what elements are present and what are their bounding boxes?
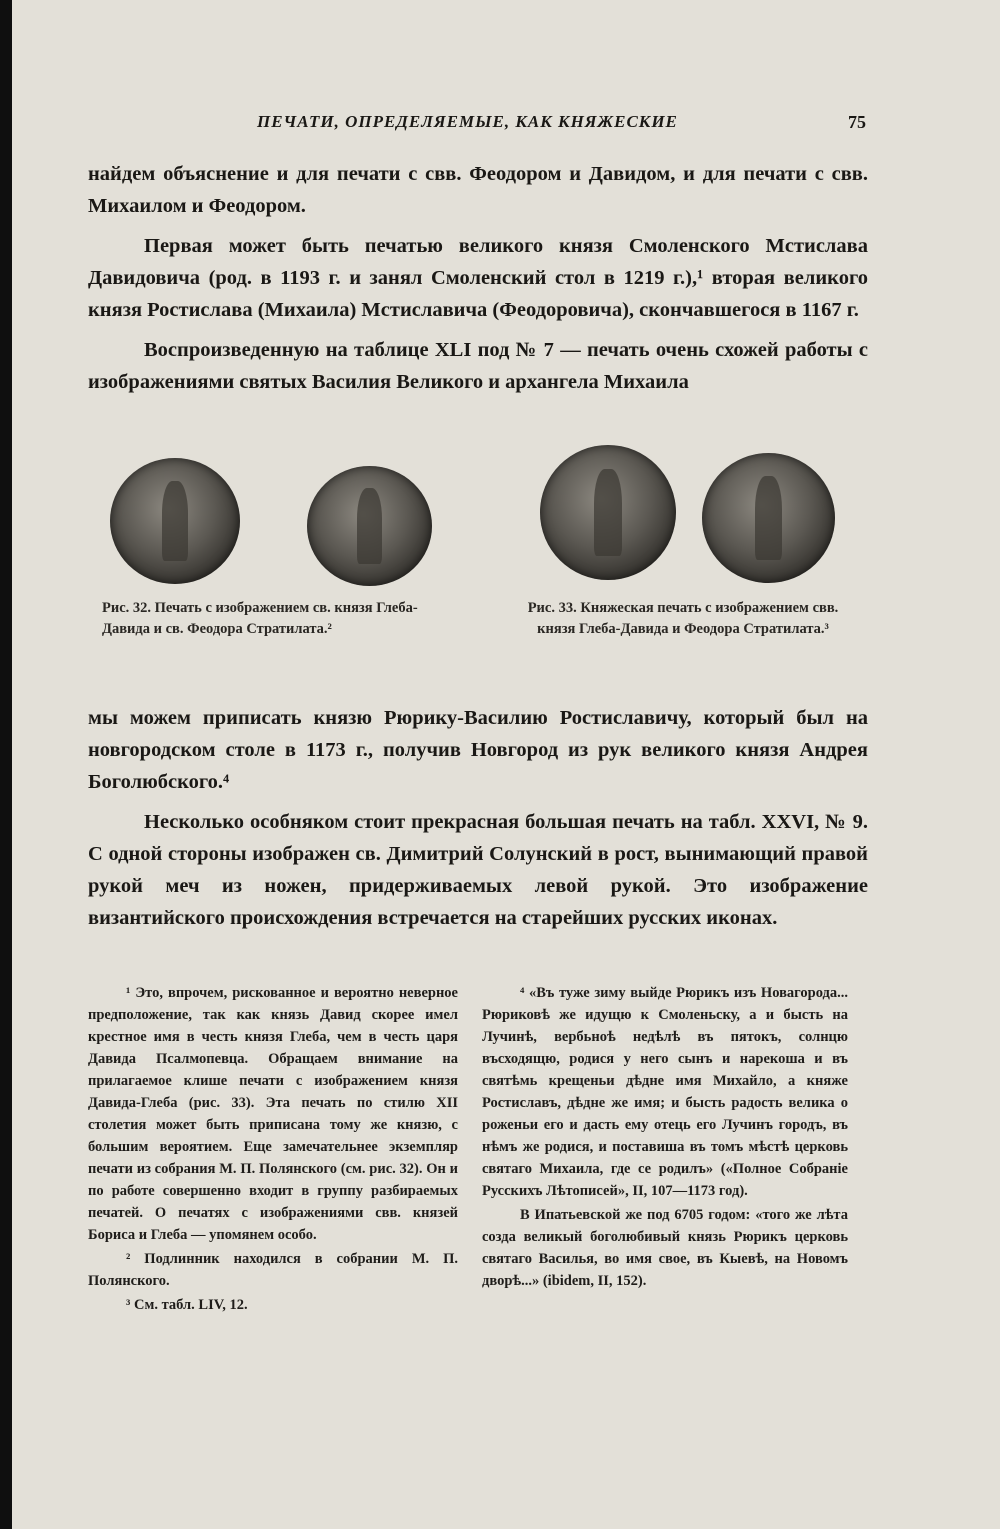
figure-caption-32: Рис. 32. Печать с изображением св. князя Глеба-Давида и св. Феодора Стратилата.² — [102, 600, 418, 637]
body-text-bottom — [88, 702, 868, 942]
footnotes-left — [88, 982, 458, 1318]
footnote: ⁴ «Въ туже зиму выйде Рюрикъ изъ Новагорода... Рюриковѣ же идущю к Смоленьску, а и бысть на Лучинѣ, вербьноѣ недѣлѣ въ пятокъ, солнцю въсходящю, родися у него сынъ и нарекоша и въ святѣмь крещеньи дѣдне имя Михайло, а княже Ростиславъ, дѣдне же имя; и бысть радость велика о роженьи его и дасть ему отець его Лучинъ городъ, въ нѣмъ же родися, и поставиша въ томъ мѣстѣ церковь святаго Михаила, где се родилъ» («Полное Собраніе Русскихъ Лѣтописей», II, 107—1173 год). — [482, 985, 848, 1199]
seal-image-32b — [307, 466, 432, 586]
seal-image-33b — [702, 453, 835, 583]
running-head: ПЕЧАТИ, ОПРЕДЕЛЯЕМЫЕ, КАК КНЯЖЕСКИЕ — [257, 112, 678, 131]
footnote: ³ См. табл. LIV, 12. — [126, 1297, 248, 1313]
figure-caption-33: Рис. 33. Княжеская печать с изображением свв. князя Глеба-Давида и Феодора Стратилата.³ — [527, 600, 839, 637]
footnote: ¹ Это, впрочем, рискованное и вероятно неверное предположение, так как князь Давид скорее имел крестное имя в честь князя Глеба, чем в честь царя Давида Псалмопевца. Обращаем внимание на прилагаемое клише печати с изображением князя Давида-Глеба (рис. 33). Эта печать по стилю XII столетия может быть приписана тому же князю, с большим вероятием. Еще замечательнее экземпляр печати из собрания М. П. Полянского (см. рис. 32). Он и по работе совершенно входит в группу разбираемых печатей. О печатях с изображениями свв. князей Бориса и Глеба — упомянем особо. — [88, 985, 458, 1243]
page-header — [12, 112, 1000, 142]
footnotes-right — [482, 982, 848, 1294]
paragraph: Несколько особняком стоит прекрасная большая печать на табл. XXVI, № 9. С одной стороны изображен св. Димитрий Солунский в рост, вынимающий правой рукой меч из ножен, придерживаемых левой рукой. Это изображение византийского происхождения встречается на старейших русских иконах. — [88, 811, 868, 929]
seal-image-32a — [110, 458, 240, 584]
paragraph: Первая может быть печатью великого князя Смоленского Мстислава Давидовича (род. в 1193 г. и занял Смоленский стол в 1219 г.),¹ вторая великого князя Ростислава (Михаила) Мстиславича (Феодоровича), скончавшегося в 1167 г. — [88, 235, 868, 321]
book-page — [12, 0, 1000, 1529]
page-number: 75 — [848, 112, 866, 132]
paragraph: Воспроизведенную на таблице XLI под № 7 — печать очень схожей работы с изображениями святых Василия Великого и архангела Михаила — [88, 339, 868, 393]
paragraph: мы можем приписать князю Рюрику-Василию Ростиславичу, который был на новгородском столе в 1173 г., получив Новгород из рук великого князя Андрея Боголюбского.⁴ — [88, 707, 868, 793]
paragraph: найдем объяснение и для печати с свв. Феодором и Давидом, и для печати с свв. Михаилом и Феодором. — [88, 163, 868, 217]
body-text-top — [88, 158, 868, 406]
footnote: ² Подлинник находился в собрании М. П. Полянского. — [88, 1251, 458, 1289]
seal-image-33a — [540, 445, 676, 580]
footnote: В Ипатьевской же под 6705 годом: «того же лѣта созда великый боголюбивый князь Рюрикъ церковь святаго Василья, во имя свое, въ Кыевѣ, на Новомъ дворѣ...» (ibidem, II, 152). — [482, 1207, 848, 1289]
